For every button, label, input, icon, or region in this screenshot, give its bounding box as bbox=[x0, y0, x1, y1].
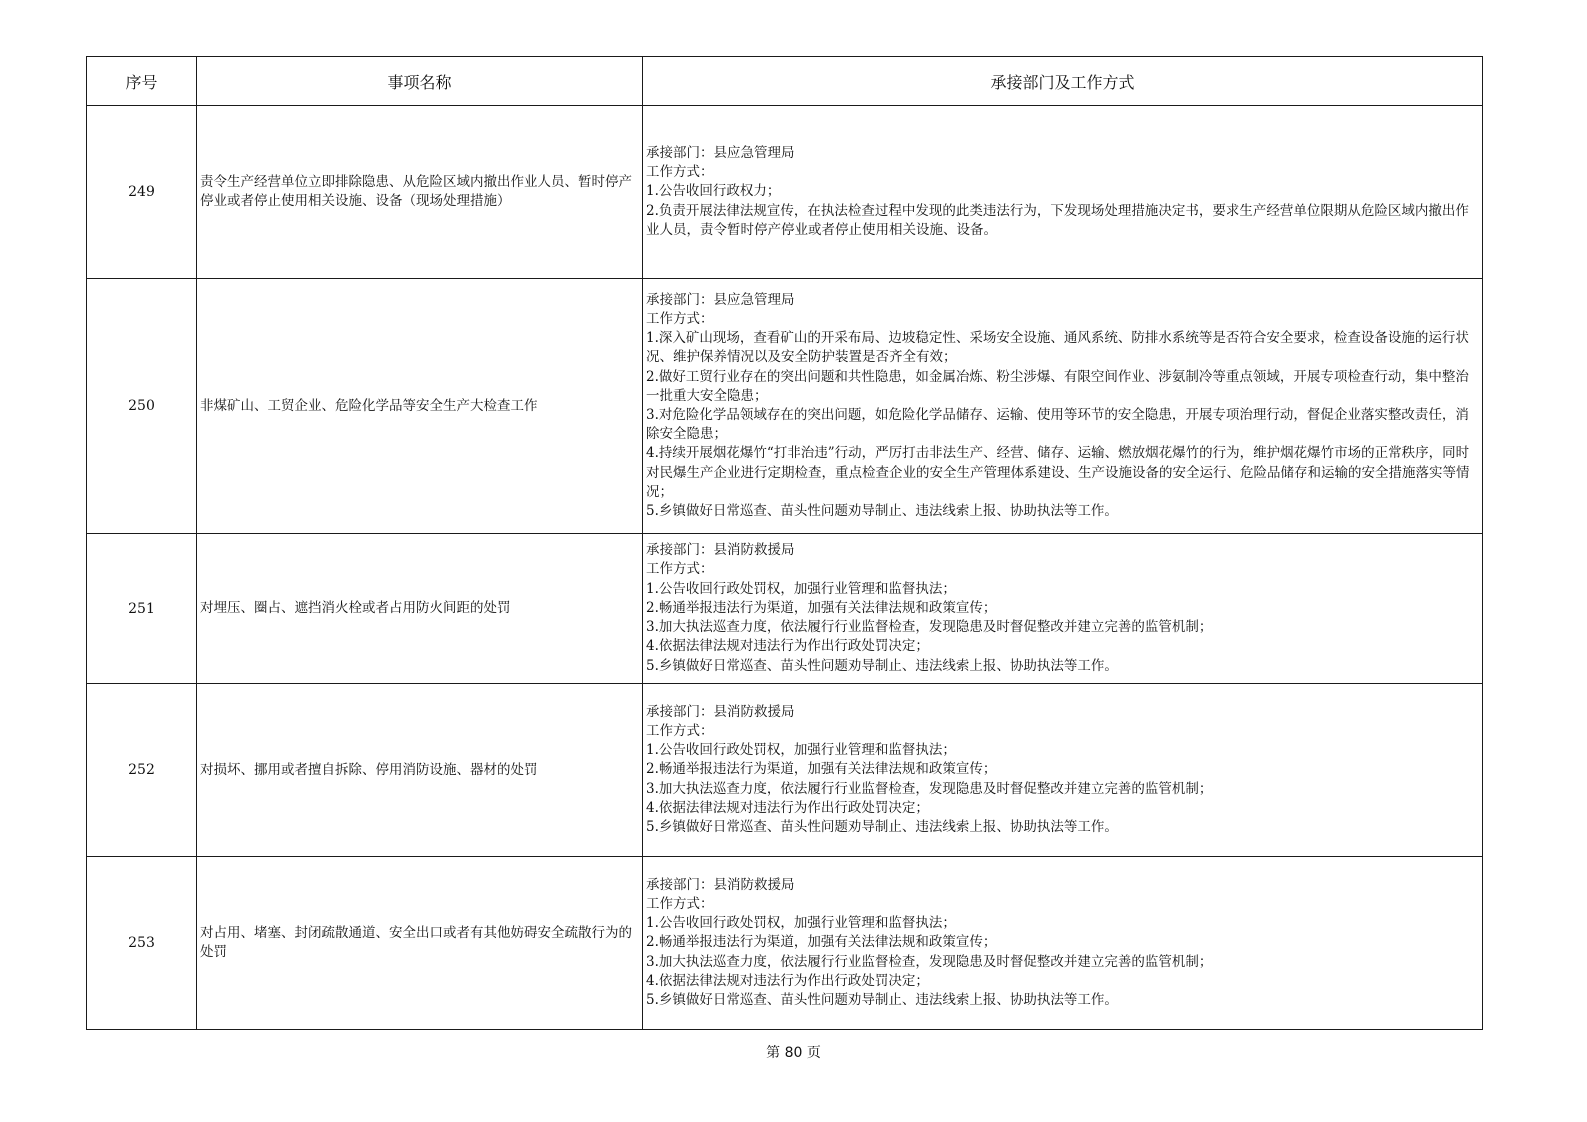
row-item-name: 对埋压、圈占、遮挡消火栓或者占用防火间距的处罚 bbox=[197, 534, 643, 684]
dept-line: 5.乡镇做好日常巡查、苗头性问题劝导制止、违法线索上报、协助执法等工作。 bbox=[646, 992, 1118, 1008]
dept-line: 2.畅通举报违法行为渠道，加强有关法律法规和政策宣传； bbox=[646, 599, 997, 616]
dept-line: 4.持续开展烟花爆竹“打非治违”行动，严厉打击非法生产、经营、储存、运输、燃放烟花爆竹的行为，维护烟花爆竹市场的正常秩序，同时对民爆生产企业进行定期检查，重点检查企业的安全生产管理体系建设、生产设施设备的安全运行、危险品储存和运输的安全措施落实等情况； bbox=[646, 445, 1470, 500]
table-row bbox=[87, 106, 1483, 279]
dept-line: 承接部门：县消防救援局 bbox=[646, 703, 795, 720]
table-row bbox=[87, 279, 1483, 534]
dept-line: 3.加大执法巡查力度，依法履行行业监督检查，发现隐患及时督促整改并建立完善的监管机制； bbox=[646, 953, 1213, 970]
dept-line: 1.深入矿山现场，查看矿山的开采布局、边坡稳定性、采场安全设施、通风系统、防排水系统等是否符合安全要求，检查设备设施的运行状况、维护保养情况以及安全防护装置是否齐全有效； bbox=[646, 330, 1469, 366]
row-department-method bbox=[643, 106, 1483, 279]
dept-line: 4.依据法律法规对违法行为作出行政处罚决定； bbox=[646, 799, 929, 816]
dept-line: 5.乡镇做好日常巡查、苗头性问题劝导制止、违法线索上报、协助执法等工作。 bbox=[646, 503, 1118, 520]
row-item-name: 责令生产经营单位立即排除隐患、从危险区域内撤出作业人员、暂时停产停业或者停止使用相关设施、设备（现场处理措施） bbox=[197, 106, 643, 279]
dept-line: 2.畅通举报违法行为渠道，加强有关法律法规和政策宣传； bbox=[646, 761, 997, 778]
dept-line: 工作方式： bbox=[646, 310, 714, 327]
page-number: 第 80 页 bbox=[766, 1045, 821, 1061]
row-item-name: 对损坏、挪用或者擅自拆除、停用消防设施、器材的处罚 bbox=[197, 684, 643, 857]
dept-line: 1.公告收回行政处罚权，加强行业管理和监督执法； bbox=[646, 580, 956, 597]
dept-line: 2.负责开展法律法规宣传，在执法检查过程中发现的此类违法行为，下发现场处理措施决定书，要求生产经营单位限期从危险区域内撤出作业人员，责令暂时停产停业或者停止使用相关设施、设备。 bbox=[646, 202, 1469, 238]
header-department-method: 承接部门及工作方式 bbox=[643, 57, 1483, 106]
dept-line: 承接部门：县消防救援局 bbox=[646, 542, 795, 559]
dept-line: 工作方式： bbox=[646, 895, 714, 912]
dept-line: 3.加大执法巡查力度，依法履行行业监督检查，发现隐患及时督促整改并建立完善的监管机制； bbox=[646, 780, 1213, 797]
row-department-method bbox=[643, 684, 1483, 857]
row-serial-number: 253 bbox=[87, 857, 197, 1030]
row-serial-number: 250 bbox=[87, 279, 197, 534]
row-department-method bbox=[643, 534, 1483, 684]
row-serial-number: 252 bbox=[87, 684, 197, 857]
dept-line: 5.乡镇做好日常巡查、苗头性问题劝导制止、违法线索上报、协助执法等工作。 bbox=[646, 657, 1118, 674]
row-item-name: 非煤矿山、工贸企业、危险化学品等安全生产大检查工作 bbox=[197, 279, 643, 534]
dept-line: 1.公告收回行政处罚权，加强行业管理和监督执法； bbox=[646, 742, 956, 759]
row-department-method bbox=[643, 857, 1483, 1030]
row-department-method bbox=[643, 279, 1483, 534]
row-serial-number: 249 bbox=[87, 106, 197, 279]
dept-line: 工作方式： bbox=[646, 561, 714, 578]
dept-line: 2.做好工贸行业存在的突出问题和共性隐患，如金属冶炼、粉尘涉爆、有限空间作业、涉氨制冷等重点领域，开展专项检查行动，集中整治一批重大安全隐患； bbox=[646, 368, 1469, 404]
dept-line: 承接部门：县应急管理局 bbox=[646, 144, 795, 161]
dept-line: 4.依据法律法规对违法行为作出行政处罚决定； bbox=[646, 972, 929, 989]
dept-line: 工作方式： bbox=[646, 164, 714, 181]
row-item-name: 对占用、堵塞、封闭疏散通道、安全出口或者有其他妨碍安全疏散行为的处罚 bbox=[197, 857, 643, 1030]
dept-line: 2.畅通举报违法行为渠道，加强有关法律法规和政策宣传； bbox=[646, 934, 997, 951]
dept-line: 5.乡镇做好日常巡查、苗头性问题劝导制止、违法线索上报、协助执法等工作。 bbox=[646, 819, 1118, 835]
items-table bbox=[86, 56, 1483, 1030]
dept-line: 工作方式： bbox=[646, 722, 714, 739]
dept-line: 4.依据法律法规对违法行为作出行政处罚决定； bbox=[646, 638, 929, 655]
table-row bbox=[87, 684, 1483, 857]
header-serial-number: 序号 bbox=[87, 57, 197, 106]
dept-line: 承接部门：县应急管理局 bbox=[646, 291, 795, 308]
dept-line: 3.加大执法巡查力度，依法履行行业监督检查，发现隐患及时督促整改并建立完善的监管机制； bbox=[646, 619, 1213, 636]
dept-line: 3.对危险化学品领域存在的突出问题，如危险化学品储存、运输、使用等环节的安全隐患，开展专项治理行动，督促企业落实整改责任，消除安全隐患； bbox=[646, 407, 1469, 443]
table-header-row bbox=[87, 57, 1483, 106]
dept-line: 1.公告收回行政权力； bbox=[646, 183, 781, 200]
dept-line: 1.公告收回行政处罚权，加强行业管理和监督执法； bbox=[646, 915, 956, 932]
header-item-name: 事项名称 bbox=[197, 57, 643, 106]
row-serial-number: 251 bbox=[87, 534, 197, 684]
table-row bbox=[87, 534, 1483, 684]
dept-line: 承接部门：县消防救援局 bbox=[646, 876, 795, 893]
table-row bbox=[87, 857, 1483, 1030]
